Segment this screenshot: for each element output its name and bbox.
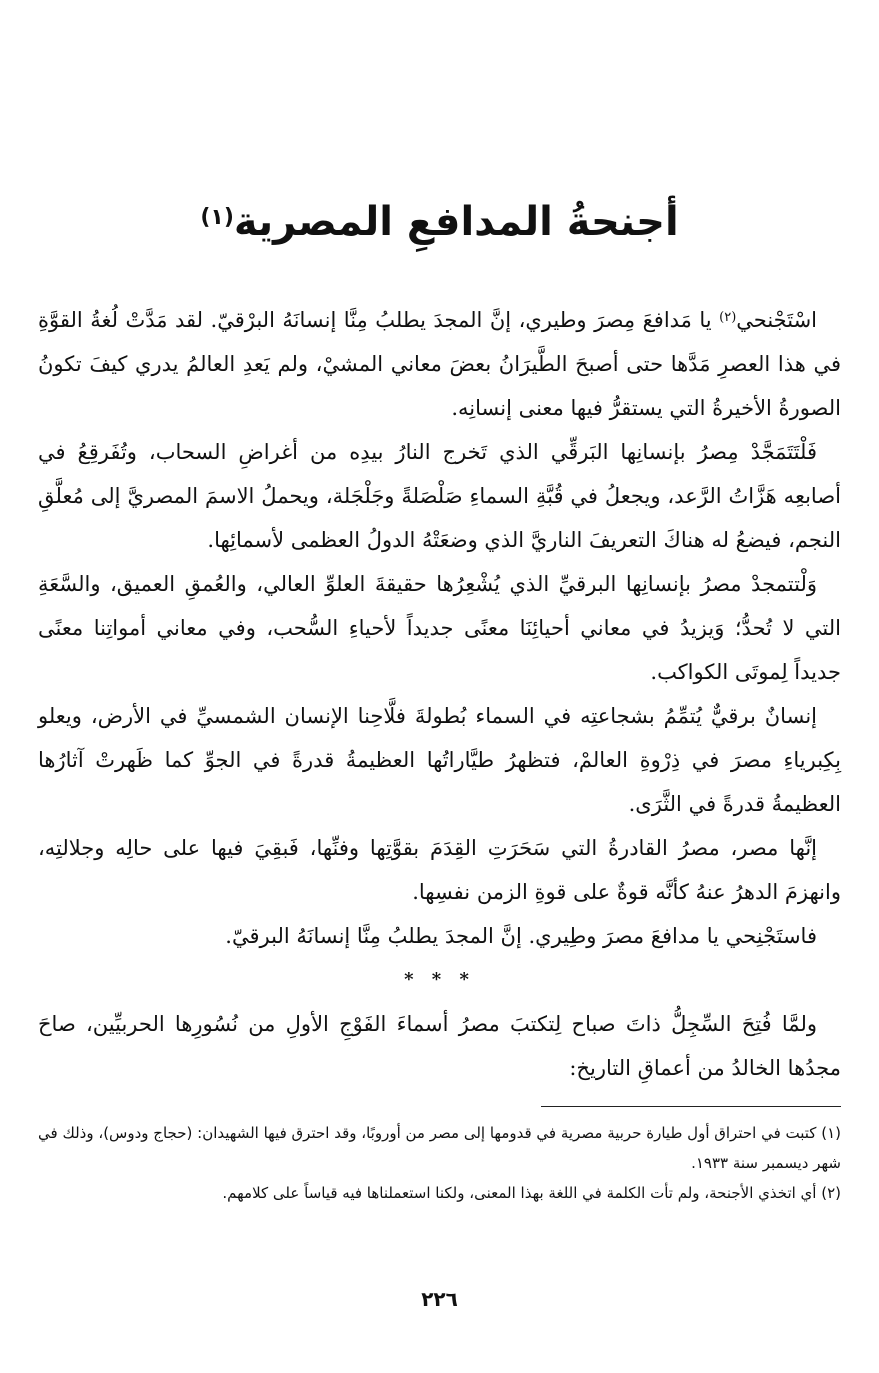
paragraph-1-footnote-marker: (٢) — [719, 310, 737, 325]
paragraph-6: فاستَجْنِحي يا مدافعَ مصرَ وطِيري. إنَّ المجدَ يطلبُ مِنَّا إنسانَهُ البرقيّ. — [225, 924, 817, 948]
title-footnote-marker: (١) — [200, 205, 234, 230]
footnotes — [38, 1118, 841, 1208]
paragraph-7: ولمَّا فُتِحَ السِّجِلُّ ذاتَ صباح لِتكتبَ مصرُ أسماءَ الفَوْجِ الأولِ من نُسُورِها الحربيِّين، صاحَ مجدُها الخالدُ من أعماقِ التاريخ: — [38, 1012, 841, 1080]
paragraph-4: إنسانٌ برقيٌّ يُتمِّمُ بشجاعتِه في السماء بُطولةَ فلَّاحِنا الإنسان الشمسيِّ في الأرض، ويعلو بِكِبرياءِ مصرَ في ذِرْوةِ العالمْ، فتظهرُ طيَّاراتُها العظيمةُ قدرةً في الجوِّ كما ظَهرتْ آثارُها العظيمةُ قدرةً في الثَّرَى. — [38, 704, 841, 816]
footnote-1: (١) كتبت في احتراق أول طيارة حربية مصرية في قدومها إلى مصر من أوروبًا، وقد احترق فيها الشهيدان: (حجاج ودوس)، وذلك في شهر ديسمبر سنة ١٩٣٣. — [38, 1124, 841, 1172]
paragraph-3: وَلْتتمجدْ مصرُ بإنسانِها البرقيِّ الذي يُشْعِرُها حقيقةَ العلوِّ العالي، والعُمقِ العميق، والسَّعَةِ التي لا تُحدُّ؛ وَيزيدُ في معاني أحيائِنَا معنًى جديداً لأحياءِ السُّحب، وفي معاني أمواتِنا معنًى جديداً لِموتَى الكواكب. — [38, 572, 841, 684]
chapter-title-text: أجنحةُ المدافعِ المصرية — [233, 199, 679, 245]
footnote-divider — [541, 1106, 841, 1107]
page-number: ٢٢٦ — [421, 1287, 458, 1311]
paragraph-5: إنَّها مصر، مصرُ القادرةُ التي سَحَرَتِ القِدَمَ بقوَّتِها وفنِّها، فَبقِيَ فيها على حالِه وجلالتِه، وانهزمَ الدهرُ عنهُ كأنَّه قوةٌ على قوةِ الزمن نفسِها. — [38, 836, 841, 904]
body-text — [38, 298, 841, 1090]
chapter-title — [0, 192, 879, 252]
footnote-2: (٢) أي اتخذي الأجنحة، ولم تأت الكلمة في اللغة بهذا المعنى، ولكنا استعملناها فيه قياساً على كلامهم. — [222, 1184, 841, 1202]
paragraph-1 — [38, 298, 841, 430]
paragraph-1-text: يا مَدافعَ مِصرَ وطيري، إنَّ المجدَ يطلبُ مِنَّا إنسانَهُ البرْقيّ. لقد مَدَّتْ لُغةُ القوَّةِ في هذا العصرِ مَدَّها حتى أصبحَ الطَّيرَانُ بعضَ معاني المشيْ، ولم يَعدِ العالمُ يدري كيفَ تكونُ الصورةُ الأخيرةُ التي يستقرُّ فيها معنى إنسانِه. — [38, 308, 841, 420]
paragraph-2: فَلْتَتَمَجَّدْ مِصرُ بإنسانِها البَرقِّي الذي تَخرج النارُ بيدِه من أغراضِ السحاب، وتُفَرقِعُ في أصابعِه هَزَّاتُ الرَّعد، ويجعلُ في قُبَّةِ السماءِ صَلْصَلةً وجَلْجَلة، ويحملُ الاسمَ المصريَّ إلى مُعلَّقِ النجم، فيضعُ له هناكَ التعريفَ الناريَّ الذي وضعَتْهُ الدولُ العظمى لأسمائِها. — [38, 440, 841, 552]
paragraph-1-lead: اسْتَجْنحي — [736, 308, 817, 332]
section-separator: * * * — [404, 969, 475, 990]
